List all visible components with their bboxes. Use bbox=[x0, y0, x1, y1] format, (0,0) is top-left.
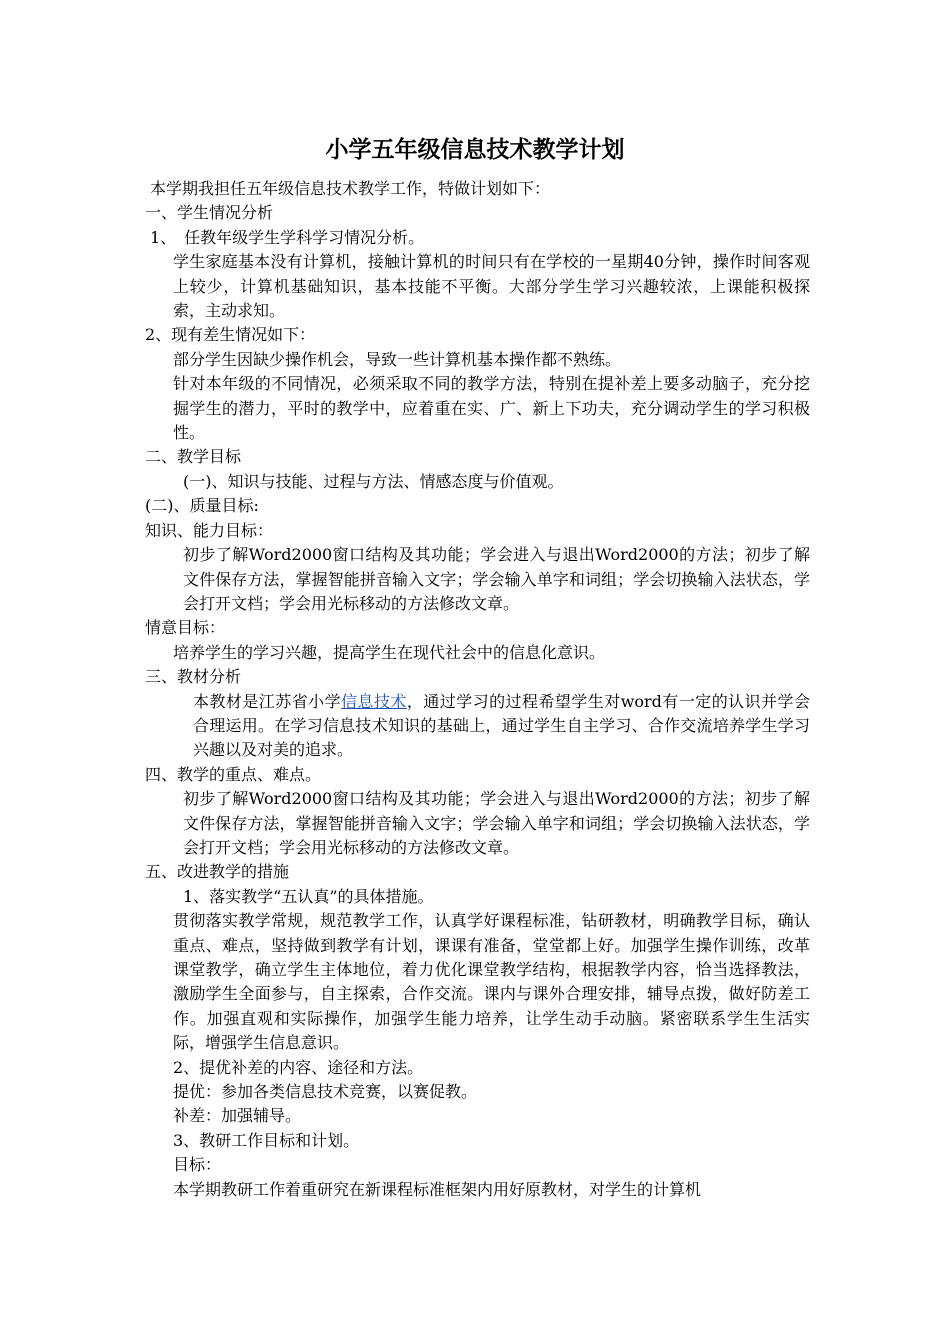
section-5-sub-3: 3、教研工作目标和计划。 bbox=[173, 1130, 360, 1150]
section-1-sub-1: 1、 任教年级学生学科学习情况分析。 bbox=[150, 227, 425, 247]
section-4-heading: 四、教学的重点、难点。 bbox=[145, 764, 322, 784]
section-5-sub-2: 2、提优补差的内容、途径和方法。 bbox=[173, 1057, 424, 1077]
section-3-heading: 三、教材分析 bbox=[145, 667, 242, 687]
page-title: 小学五年级信息技术教学计划 bbox=[325, 137, 625, 163]
section-1-paragraph-3: 针对本年级的不同情况，必须采取不同的教学方法，特别在提补差上要多动脑子，充分挖掘学生的潜力，平时的教学中，应着重在实、广、新上下功夫，充分调动学生的学习积极性。 bbox=[173, 374, 810, 443]
section-1-paragraph-1: 学生家庭基本没有计算机，接触计算机的时间只有在学校的一星期40分钟，操作时间客观上较少，计算机基础知识，基本技能不平衡。大部分学生学习兴趣较浓，上课能积极探索，主动求知。 bbox=[173, 252, 810, 321]
section-2-sub-1: (一)、知识与技能、过程与方法、情感态度与价值观。 bbox=[183, 471, 564, 491]
goal-paragraph: 本学期教研工作着重研究在新课程标准框架内用好原教材，对学生的计算机 bbox=[173, 1179, 702, 1199]
section-1-paragraph-2: 部分学生因缺少操作机会，导致一些计算机基本操作都不熟练。 bbox=[173, 349, 622, 369]
knowledge-goal-label: 知识、能力目标： bbox=[145, 520, 274, 540]
section-1-heading: 一、学生情况分析 bbox=[145, 203, 274, 223]
goal-label: 目标： bbox=[173, 1155, 222, 1175]
info-tech-link[interactable]: 信息技术 bbox=[341, 691, 407, 711]
section-5-sub-1: 1、落实教学“五认真”的具体措施。 bbox=[183, 886, 434, 906]
emotion-goal-label: 情意目标： bbox=[145, 618, 226, 638]
section-5-paragraph-1: 贯彻落实教学常规，规范教学工作，认真学好课程标准，钻研教材，明确教学目标，确认重点、难点，坚持做到教学有计划，课课有准备，堂堂都上好。加强学生操作训练，改革课堂教学，确立学生主体地位，着力优化课堂教学结构，根据教学内容，恰当选择教法，激励学生全面参与，自主探索，合作交流。课内与课外合理安排，辅导点拨，做好防差工作。加强直观和实际操作，加强学生能力培养，让学生动手动脑。紧密联系学生生活实际，增强学生信息意识。 bbox=[173, 911, 810, 1053]
section-1-sub-2: 2、现有差生情况如下： bbox=[145, 325, 316, 345]
document-body bbox=[145, 177, 810, 1202]
remedy-line: 补差：加强辅导。 bbox=[173, 1106, 302, 1126]
improve-line: 提优：参加各类信息技术竞赛，以赛促教。 bbox=[173, 1082, 478, 1102]
section-3-paragraph bbox=[145, 690, 810, 763]
emotion-goal-paragraph: 培养学生的学习兴趣，提高学生在现代社会中的信息化意识。 bbox=[173, 642, 606, 662]
section-3-suffix: ，通过学习的过程希望学生对word有一定的认识并学会合理运用。在学习信息技术知识的基础上，通过学生自主学习、合作交流培养学生学习兴趣以及对美的追求。 bbox=[193, 691, 810, 760]
intro-line: 本学期我担任五年级信息技术教学工作，特做计划如下： bbox=[150, 179, 551, 198]
section-2-sub-2: (二)、质量目标: bbox=[145, 496, 259, 516]
section-3-prefix: 本教材是江苏省小学 bbox=[193, 691, 342, 711]
knowledge-goal-paragraph: 初步了解Word2000窗口结构及其功能；学会进入与退出Word2000的方法；初步了解文件保存方法，掌握智能拼音输入文字；学会输入单字和词组；学会切换输入法状态，学会打开文档；学会用光标移动的方法修改文章。 bbox=[183, 545, 810, 613]
section-5-heading: 五、改进教学的措施 bbox=[145, 862, 290, 882]
section-2-heading: 二、教学目标 bbox=[145, 447, 242, 467]
section-4-paragraph: 初步了解Word2000窗口结构及其功能；学会进入与退出Word2000的方法；初步了解文件保存方法，掌握智能拼音输入文字；学会输入单字和词组；学会切换输入法状态，学会打开文档；学会用光标移动的方法修改文章。 bbox=[183, 789, 810, 857]
